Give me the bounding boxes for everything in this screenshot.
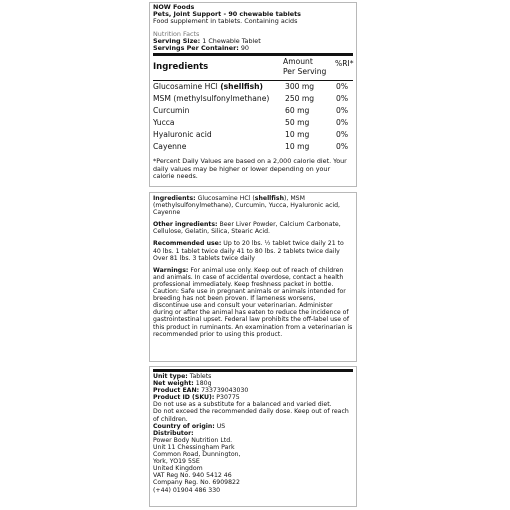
- product-description: Food supplement in tablets. Containing acids: [153, 17, 298, 26]
- product-ean: [153, 387, 353, 394]
- country-of-origin: [153, 423, 353, 430]
- distributor-line: York, YO19 5SE: [153, 458, 200, 466]
- row-amount: 300 mg: [285, 82, 315, 92]
- ingredients-allergen: shellfish: [254, 195, 284, 202]
- row-ri: 0%: [336, 118, 349, 128]
- origin-label: Country of origin:: [153, 422, 215, 430]
- net-weight-label: Net weight:: [153, 380, 194, 388]
- table-row: [153, 105, 353, 117]
- table-row: [153, 141, 353, 153]
- table-header: [153, 57, 353, 80]
- distributor-line: Unit 11 Chessingham Park: [153, 443, 235, 451]
- row-name: Hyaluronic acid: [153, 130, 212, 140]
- distributor-line: VAT Reg No. 940 5412 46: [153, 472, 232, 480]
- row-name: MSM (methylsulfonylmethane): [153, 94, 270, 104]
- other-ingredients-text: Beer Liver Powder, Calcium Carbonate, Cellulose, Gelatin, Silica, Stearic Acid.: [153, 221, 341, 236]
- net-weight-value: 180g: [193, 380, 212, 388]
- row-amount: 50 mg: [285, 118, 310, 128]
- product-title: Pets, Joint Support - 90 chewable tablets: [153, 10, 301, 19]
- distributor-line: Company Reg. No. 6909822: [153, 479, 240, 487]
- details-panel: [149, 192, 357, 362]
- dose-note: Do not exceed the recommended daily dose. Keep out of reach of children.: [153, 408, 349, 423]
- row-amount: 60 mg: [285, 106, 310, 116]
- net-weight: [153, 380, 353, 387]
- divider-thick: [153, 369, 353, 372]
- ingredients-text-pre: Glucosamine HCl (: [195, 195, 255, 202]
- unit-type: [153, 373, 353, 380]
- unit-type-label: Unit type:: [153, 373, 188, 380]
- col-ri: %RI*: [335, 59, 354, 69]
- col-ingredients: Ingredients: [153, 62, 209, 73]
- warnings-label: Warnings:: [153, 266, 189, 274]
- table-row: [153, 129, 353, 141]
- unit-type-value: Tablets: [187, 373, 212, 380]
- serving-size-label: Serving Size:: [153, 36, 201, 45]
- origin-value: US: [214, 422, 226, 430]
- product-ean-value: 733739043030: [199, 387, 249, 395]
- row-ri: 0%: [336, 142, 349, 152]
- table-row: [153, 93, 353, 105]
- product-ean-label: Product EAN:: [153, 387, 200, 395]
- row-allergen: (shellfish): [220, 82, 263, 92]
- col-amount-line1: Amount: [283, 57, 313, 67]
- serving-size-value: 1 Chewable Tablet: [200, 36, 261, 45]
- ingredients-label: Ingredients:: [153, 195, 196, 202]
- distributor-line: Power Body Nutrition Ltd.: [153, 436, 233, 444]
- recommended-use-text: Up to 20 lbs. ½ tablet twice daily 21 to 40 lbs. 1 tablet twice daily 41 to 80 lbs. 2 tablets twice daily Over 81 lbs. 3 tablets twice daily: [153, 240, 344, 262]
- product-info-panel: [149, 366, 357, 507]
- diet-note: Do not use as a substitute for a balanced and varied diet.: [153, 401, 332, 409]
- ingredients-block: [153, 195, 353, 216]
- ingredients-text-post: ), MSM (methylsulfonylmethane), Curcumin, Yucca, Hyaluronic acid, Cayenne: [153, 195, 341, 217]
- product-sku-value: P30775: [214, 394, 240, 402]
- servings-per-container: [153, 45, 353, 52]
- divider-thick: [153, 53, 353, 56]
- table-row: [153, 117, 353, 129]
- row-amount: 250 mg: [285, 94, 315, 104]
- other-ingredients-block: [153, 221, 353, 235]
- distributor-line: United Kingdom: [153, 465, 203, 473]
- row-name: [153, 81, 263, 93]
- warnings-block: [153, 267, 353, 338]
- daily-value-footnote: *Percent Daily Values are based on a 2,000 calorie diet. Your daily values may be higher or lower depending on your calorie needs.: [153, 157, 347, 181]
- row-name: Yucca: [153, 118, 175, 128]
- nutrition-facts-panel: [149, 2, 357, 187]
- row-ri: 0%: [336, 82, 349, 92]
- row-amount: 10 mg: [285, 142, 310, 152]
- row-ri: 0%: [336, 130, 349, 140]
- col-amount: [283, 57, 326, 76]
- row-name: Curcumin: [153, 106, 190, 116]
- table-row: [153, 81, 353, 93]
- product-sku-label: Product ID (SKU):: [153, 394, 215, 402]
- row-ri: 0%: [336, 94, 349, 104]
- product-info-block: [153, 373, 353, 494]
- servings-label: Servings Per Container:: [153, 44, 239, 53]
- nutrition-facts-title: Nutrition Facts: [153, 29, 200, 38]
- row-name-text: Glucosamine HCl: [153, 82, 221, 92]
- product-sku: [153, 394, 353, 401]
- other-ingredients-label: Other ingredients:: [153, 221, 218, 229]
- row-amount: 10 mg: [285, 130, 310, 140]
- recommended-use-label: Recommended use:: [153, 240, 222, 248]
- distributor-line: (+44) 01904 486 330: [153, 486, 221, 494]
- row-name: Cayenne: [153, 142, 187, 152]
- distributor-label: Distributor:: [153, 429, 194, 437]
- servings-value: 90: [238, 44, 249, 53]
- distributor-line: Common Road, Dunnington,: [153, 451, 241, 459]
- recommended-use-block: [153, 240, 353, 261]
- row-ri: 0%: [336, 106, 349, 116]
- warnings-text: For animal use only. Keep out of reach of children and animals. In case of accidental overdose, contact a health professional immediately. Keep freshness packet in bottle. Caution: Safe use in pregnant animals or animals intended for breeding has not been proven. If lameness worsens, discontinue use and consult your veterinarian. Administer during or after the animal has eaten to reduce the incidence of gastrointestinal upset. Federal law prohibits the off-label use of this product in ruminants. An examination from a veterinarian is recommended prior to using this product.: [153, 266, 353, 338]
- col-amount-line2: Per Serving: [283, 66, 327, 76]
- brand-name: NOW Foods: [153, 3, 195, 11]
